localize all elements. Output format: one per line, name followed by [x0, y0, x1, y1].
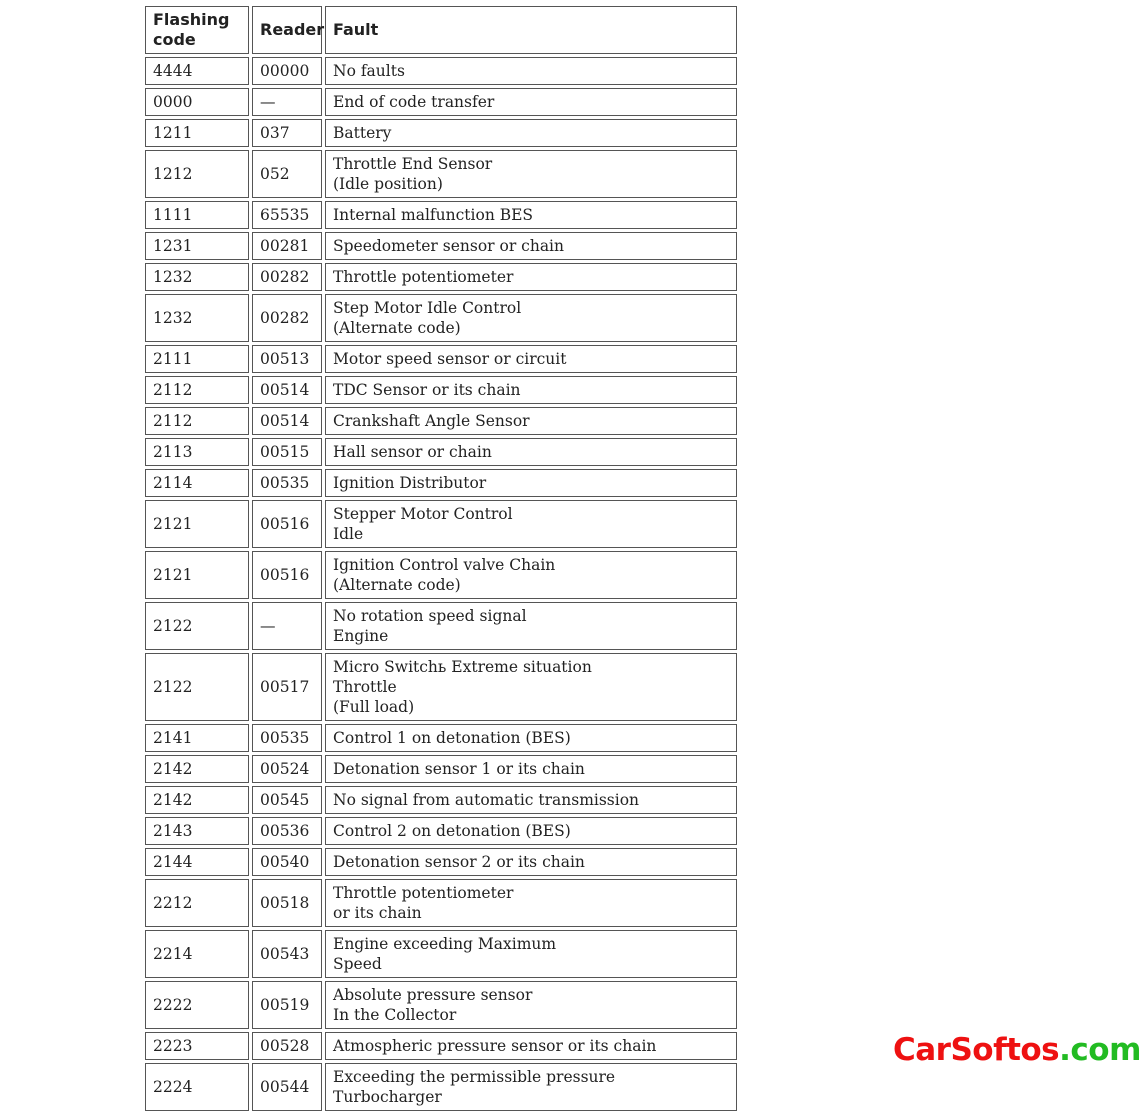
fault-description-cell: No signal from automatic transmission	[325, 786, 737, 814]
reader-code-cell: 00535	[252, 724, 322, 752]
reader-code-cell: 00517	[252, 653, 322, 721]
table-body	[145, 57, 737, 1111]
reader-code-cell: 00281	[252, 232, 322, 260]
flashing-code-cell: 2112	[145, 407, 249, 435]
fault-code-table	[142, 3, 740, 1114]
reader-code-cell: 00518	[252, 879, 322, 927]
reader-code-cell: 00535	[252, 469, 322, 497]
reader-code-cell: 037	[252, 119, 322, 147]
flashing-code-cell: 0000	[145, 88, 249, 116]
table-row	[145, 407, 737, 435]
flashing-code-cell: 2144	[145, 848, 249, 876]
header-fault: Fault	[325, 6, 737, 54]
table-row	[145, 1063, 737, 1111]
flashing-code-cell: 1231	[145, 232, 249, 260]
table-row	[145, 817, 737, 845]
header-reader: Reader	[252, 6, 322, 54]
fault-description-cell: Crankshaft Angle Sensor	[325, 407, 737, 435]
flashing-code-cell: 2112	[145, 376, 249, 404]
flashing-code-cell: 2143	[145, 817, 249, 845]
flashing-code-cell: 1232	[145, 263, 249, 291]
table-row	[145, 57, 737, 85]
flashing-code-cell: 2113	[145, 438, 249, 466]
fault-description-cell: Throttle potentiometer or its chain	[325, 879, 737, 927]
table-row	[145, 930, 737, 978]
flashing-code-cell: 4444	[145, 57, 249, 85]
fault-description-cell: Engine exceeding Maximum Speed	[325, 930, 737, 978]
carsoftos-watermark	[893, 1030, 1141, 1070]
flashing-code-cell: 1232	[145, 294, 249, 342]
flashing-code-cell: 2114	[145, 469, 249, 497]
fault-description-cell: Detonation sensor 1 or its chain	[325, 755, 737, 783]
table-row	[145, 376, 737, 404]
table-row	[145, 1032, 737, 1060]
table-row	[145, 653, 737, 721]
flashing-code-cell: 2142	[145, 755, 249, 783]
reader-code-cell: 052	[252, 150, 322, 198]
reader-code-cell: 65535	[252, 201, 322, 229]
fault-description-cell: Speedometer sensor or chain	[325, 232, 737, 260]
fault-description-cell: Step Motor Idle Control (Alternate code)	[325, 294, 737, 342]
table-row	[145, 150, 737, 198]
table-row	[145, 551, 737, 599]
fault-description-cell: Ignition Control valve Chain (Alternate code)	[325, 551, 737, 599]
table-row	[145, 232, 737, 260]
flashing-code-cell: 1212	[145, 150, 249, 198]
fault-description-cell: Battery	[325, 119, 737, 147]
table-row	[145, 263, 737, 291]
reader-code-cell: 00516	[252, 551, 322, 599]
fault-description-cell: Control 1 on detonation (BES)	[325, 724, 737, 752]
reader-code-cell: 00540	[252, 848, 322, 876]
fault-description-cell: Internal malfunction BES	[325, 201, 737, 229]
flashing-code-cell: 2111	[145, 345, 249, 373]
flashing-code-cell: 2121	[145, 500, 249, 548]
fault-description-cell: Stepper Motor Control Idle	[325, 500, 737, 548]
flashing-code-cell: 1111	[145, 201, 249, 229]
flashing-code-cell: 2122	[145, 602, 249, 650]
reader-code-cell: 00545	[252, 786, 322, 814]
flashing-code-cell: 2224	[145, 1063, 249, 1111]
reader-code-cell: 00514	[252, 407, 322, 435]
fault-description-cell: Throttle End Sensor (Idle position)	[325, 150, 737, 198]
reader-code-cell: 00513	[252, 345, 322, 373]
flashing-code-cell: 2122	[145, 653, 249, 721]
flashing-code-cell: 2214	[145, 930, 249, 978]
table-row	[145, 469, 737, 497]
fault-description-cell: No rotation speed signal Engine	[325, 602, 737, 650]
reader-code-cell: 00544	[252, 1063, 322, 1111]
flashing-code-cell: 2141	[145, 724, 249, 752]
flashing-code-cell: 2142	[145, 786, 249, 814]
header-flashing-code: Flashing code	[145, 6, 249, 54]
reader-code-cell: 00528	[252, 1032, 322, 1060]
table-row	[145, 848, 737, 876]
fault-description-cell: Hall sensor or chain	[325, 438, 737, 466]
reader-code-cell: 00514	[252, 376, 322, 404]
reader-code-cell: 00000	[252, 57, 322, 85]
table-row	[145, 438, 737, 466]
table-row	[145, 201, 737, 229]
table-row	[145, 119, 737, 147]
header-row	[145, 6, 737, 54]
flashing-code-cell: 2222	[145, 981, 249, 1029]
table-row	[145, 602, 737, 650]
fault-description-cell: Control 2 on detonation (BES)	[325, 817, 737, 845]
reader-code-cell: 00536	[252, 817, 322, 845]
reader-code-cell: —	[252, 88, 322, 116]
fault-description-cell: Detonation sensor 2 or its chain	[325, 848, 737, 876]
reader-code-cell: 00282	[252, 263, 322, 291]
flashing-code-cell: 2223	[145, 1032, 249, 1060]
flashing-code-cell: 2121	[145, 551, 249, 599]
flashing-code-cell: 2212	[145, 879, 249, 927]
table-row	[145, 879, 737, 927]
fault-description-cell: End of code transfer	[325, 88, 737, 116]
reader-code-cell: 00543	[252, 930, 322, 978]
table-row	[145, 755, 737, 783]
fault-description-cell: Atmospheric pressure sensor or its chain	[325, 1032, 737, 1060]
reader-code-cell: 00282	[252, 294, 322, 342]
table-row	[145, 294, 737, 342]
watermark-tld: .com	[1059, 1032, 1141, 1068]
fault-description-cell: Absolute pressure sensor In the Collector	[325, 981, 737, 1029]
fault-description-cell: No faults	[325, 57, 737, 85]
fault-description-cell: Exceeding the permissible pressure Turbocharger	[325, 1063, 737, 1111]
reader-code-cell: 00515	[252, 438, 322, 466]
table-row	[145, 724, 737, 752]
table-row	[145, 88, 737, 116]
fault-description-cell: TDC Sensor or its chain	[325, 376, 737, 404]
fault-description-cell: Ignition Distributor	[325, 469, 737, 497]
fault-description-cell: Motor speed sensor or circuit	[325, 345, 737, 373]
table-row	[145, 500, 737, 548]
table-header	[145, 6, 737, 54]
fault-description-cell: Micro Switchь Extreme situation Throttle (Full load)	[325, 653, 737, 721]
reader-code-cell: 00516	[252, 500, 322, 548]
reader-code-cell: 00519	[252, 981, 322, 1029]
reader-code-cell: 00524	[252, 755, 322, 783]
reader-code-cell: —	[252, 602, 322, 650]
flashing-code-cell: 1211	[145, 119, 249, 147]
table-row	[145, 981, 737, 1029]
table-row	[145, 345, 737, 373]
fault-description-cell: Throttle potentiometer	[325, 263, 737, 291]
watermark-brand: CarSoftos	[893, 1032, 1060, 1068]
table-row	[145, 786, 737, 814]
